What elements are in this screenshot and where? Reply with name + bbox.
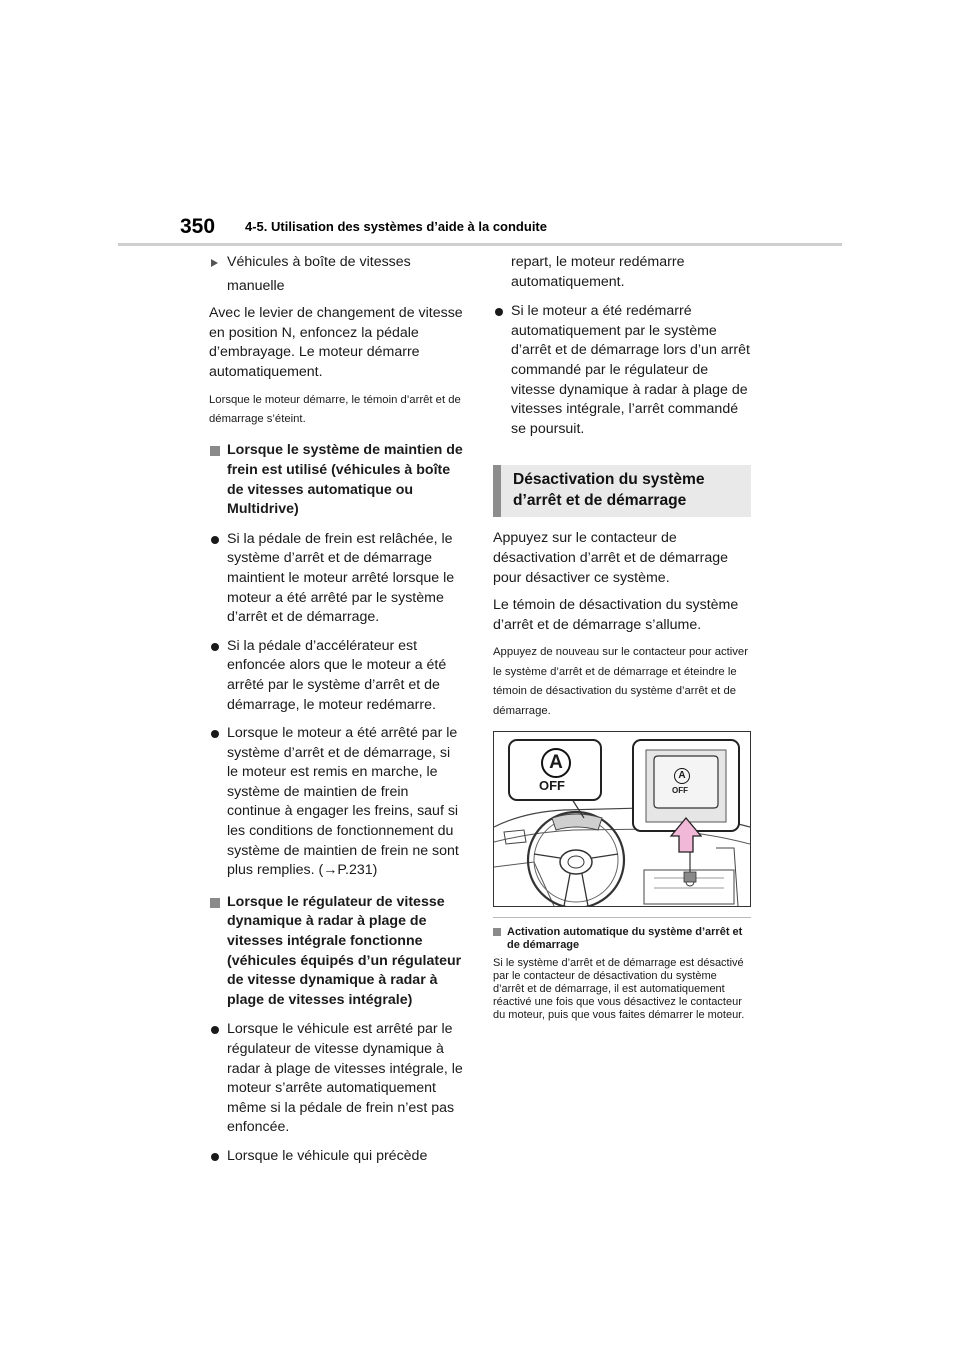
bullet-text: Lorsque le véhicule est arrêté par le régulateur de vitesse dynamique à radar à plage de vitesses intégrale, le moteur s’arrête automatiquement même si la pédale de frein n’est pas enfoncée. <box>227 1021 463 1136</box>
off-label-big: OFF <box>539 777 565 793</box>
paragraph-manual: Avec le levier de changement de vitesse en position N, enfoncez la pédale d’embrayage. Le moteur démarre automatiquement. <box>209 305 463 380</box>
triangle-marker-icon <box>211 259 218 267</box>
paragraph-press-switch: Appuyez sur le contacteur de désactivation d’arrêt et de démarrage pour désactiver ce système. <box>493 530 729 586</box>
triangle-item-line1: Véhicules à boîte de vitesses <box>227 254 411 270</box>
left-column <box>209 253 464 1176</box>
square-marker-icon <box>210 898 220 908</box>
note-auto-activation: Si le système d’arrêt et de démarrage est désactivé par le contacteur de désactivation du système d’arrêt et de démarrage, il est automatiquement réactivé une fois que vous désactivez le contacteur du moteur, puis que vous faites démarrer le moteur. <box>493 956 745 1021</box>
right-column <box>493 253 751 1022</box>
bullet-text: Si la pédale d’accélérateur est enfoncée alors que le moteur a été arrêté par le système d’arrêt et de démarrage, le moteur redémarre. <box>227 637 447 713</box>
bullet-icon <box>211 1153 219 1161</box>
square-marker-icon <box>210 446 220 456</box>
square-marker-icon <box>493 928 501 936</box>
heading-radar-cruise-text: Lorsque le régulateur de vitesse dynamique à radar à plage de vitesses intégrale fonctionne (véhicules équipés d’un régulateur de vitesse dynamique à radar à plage de vitesses intégrale) <box>227 893 462 1008</box>
triangle-item-line2: manuelle <box>227 277 285 294</box>
bullet-item <box>209 1020 464 1138</box>
figure-rule <box>493 917 751 918</box>
section-heading-box: Désactivation du système d’arrêt et de démarrage <box>493 465 751 517</box>
bullet-item <box>209 637 464 715</box>
auto-stop-big-icon <box>541 748 571 778</box>
bullet-icon <box>211 643 219 651</box>
off-label-small: OFF <box>672 785 688 795</box>
bullet-text: Si la pédale de frein est relâchée, le système d’arrêt et de démarrage maintient le moteur arrêté lorsque le moteur a été arrêté par le système d’arrêt et de démarrage. <box>227 530 455 626</box>
heading-brake-hold-text: Lorsque le système de maintien de frein est utilisé (véhicules à boîte de vitesses automatique ou Multidrive) <box>227 442 463 518</box>
auto-stop-letter: A <box>549 751 563 773</box>
bullet-text: Si le moteur a été redémarré automatiquement par le système d’arrêt et de démarrage lors d’un arrêt commandé par le régulateur de vitesse dynamique à radar à plage de vitesses intégrale, l’arrêt commandé se poursuit. <box>511 303 750 437</box>
bullet-text: Lorsque le moteur a été arrêté par le système d’arrêt et de démarrage, si le moteur est remis en marche, le système de maintien de frein continue à engager les freins, sauf si les conditions de fonctionnement du système de maintien de frein ne sont plus remplies. (→P.231) <box>227 725 459 879</box>
auto-stop-small-icon <box>674 768 690 784</box>
heading-brake-hold <box>209 441 464 519</box>
heading-radar-cruise <box>209 893 464 1011</box>
sub-heading-text: Activation automatique du système d’arrêt et de démarrage <box>507 925 743 951</box>
paragraph-indicator: Le témoin de désactivation du système d’arrêt et de démarrage s’allume. <box>493 597 739 633</box>
sub-heading-auto-activation <box>493 926 751 952</box>
bullet-item <box>209 724 464 881</box>
bullet-icon <box>211 730 219 738</box>
triangle-item <box>209 253 464 296</box>
bullet-item <box>209 530 464 628</box>
dashboard-figure <box>493 731 751 907</box>
note-manual: Lorsque le moteur démarre, le témoin d’arrêt et de démarrage s’éteint. <box>209 393 461 425</box>
bullet-text: Lorsque le véhicule qui précède <box>227 1147 428 1164</box>
page-number: 350 <box>180 215 216 238</box>
auto-stop-letter-small: A <box>678 769 686 781</box>
bullet-icon <box>495 308 503 316</box>
bullet-item <box>493 302 751 439</box>
note-press-again: Appuyez de nouveau sur le contacteur pour activer le système d’arrêt et de démarrage et éteindre le témoin de désactivation du système d’arrêt et de démarrage. <box>493 646 748 717</box>
dashboard-illustration <box>494 732 750 906</box>
section-header: 4-5. Utilisation des systèmes d’aide à la conduite <box>245 219 547 234</box>
bullet-item <box>209 1147 464 1167</box>
continued-text: repart, le moteur redémarre automatiquement. <box>511 254 685 290</box>
bullet-icon <box>211 536 219 544</box>
header-rule <box>118 243 842 246</box>
bullet-icon <box>211 1026 219 1034</box>
